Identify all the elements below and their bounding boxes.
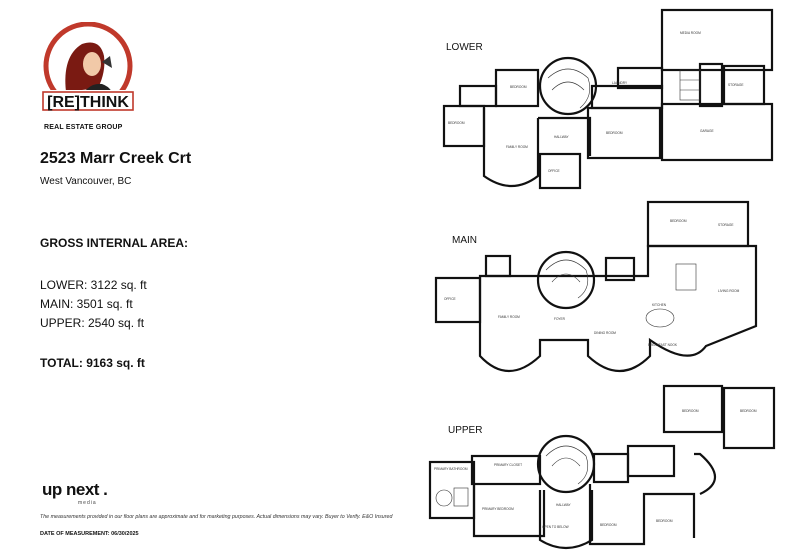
upnext-sub: media <box>78 500 97 506</box>
property-city: West Vancouver, BC <box>40 176 132 187</box>
svg-text:PRIMARY BEDROOM: PRIMARY BEDROOM <box>482 507 514 511</box>
svg-text:HALLWAY: HALLWAY <box>554 135 569 139</box>
area-upper: UPPER: 2540 sq. ft <box>40 316 145 330</box>
svg-text:FAMILY ROOM: FAMILY ROOM <box>498 315 520 319</box>
area-main: MAIN: 3501 sq. ft <box>40 297 133 311</box>
disclaimer: The measurements provided in our floor plans are approximate and for marketing purposes. Actual dimensions may vary. Buyer to Verify. E&O Insured <box>40 514 393 520</box>
level-label-lower: LOWER <box>446 42 483 53</box>
svg-text:FAMILY ROOM: FAMILY ROOM <box>506 145 528 149</box>
svg-text:FOYER: FOYER <box>554 317 565 321</box>
svg-text:OFFICE: OFFICE <box>548 169 560 173</box>
svg-text:BEDROOM: BEDROOM <box>606 131 623 135</box>
svg-text:BEDROOM: BEDROOM <box>682 409 699 413</box>
svg-text:OPEN TO BELOW: OPEN TO BELOW <box>542 525 569 529</box>
svg-text:MEDIA ROOM: MEDIA ROOM <box>680 31 701 35</box>
svg-text:GARAGE: GARAGE <box>700 129 714 133</box>
floorplan-main <box>436 202 756 371</box>
svg-text:BEDROOM: BEDROOM <box>510 85 527 89</box>
brand-subtitle: REAL ESTATE GROUP <box>44 124 123 131</box>
property-address: 2523 Marr Creek Crt <box>40 150 192 167</box>
logo-text: [RE]THINK <box>47 94 129 111</box>
svg-text:KITCHEN: KITCHEN <box>652 303 666 307</box>
svg-text:BEDROOM: BEDROOM <box>740 409 757 413</box>
level-label-main: MAIN <box>452 235 477 246</box>
svg-text:PRIMARY CLOSET: PRIMARY CLOSET <box>494 463 523 467</box>
svg-text:BEDROOM: BEDROOM <box>448 121 465 125</box>
svg-text:PRIMARY BATHROOM: PRIMARY BATHROOM <box>434 467 468 471</box>
svg-text:BREAKFAST NOOK: BREAKFAST NOOK <box>648 343 677 347</box>
svg-text:STORAGE: STORAGE <box>728 83 744 87</box>
level-label-upper: UPPER <box>448 425 483 436</box>
floorplan-lower <box>444 10 772 188</box>
floorplan-upper <box>430 386 774 548</box>
svg-text:LAUNDRY: LAUNDRY <box>612 81 628 85</box>
area-lower: LOWER: 3122 sq. ft <box>40 278 147 292</box>
svg-text:HALLWAY: HALLWAY <box>556 503 571 507</box>
svg-text:DINING ROOM: DINING ROOM <box>594 331 616 335</box>
svg-text:BEDROOM: BEDROOM <box>670 219 687 223</box>
svg-text:BEDROOM: BEDROOM <box>656 519 673 523</box>
svg-text:LIVING ROOM: LIVING ROOM <box>718 289 740 293</box>
area-title: GROSS INTERNAL AREA: <box>40 236 189 250</box>
measurement-date: DATE OF MEASUREMENT: 06/30/2025 <box>40 531 139 537</box>
svg-text:BEDROOM: BEDROOM <box>600 523 617 527</box>
svg-text:STORAGE: STORAGE <box>718 223 734 227</box>
area-total: TOTAL: 9163 sq. ft <box>40 356 145 370</box>
upnext-logo: up next . <box>42 480 108 499</box>
svg-text:OFFICE: OFFICE <box>444 297 456 301</box>
